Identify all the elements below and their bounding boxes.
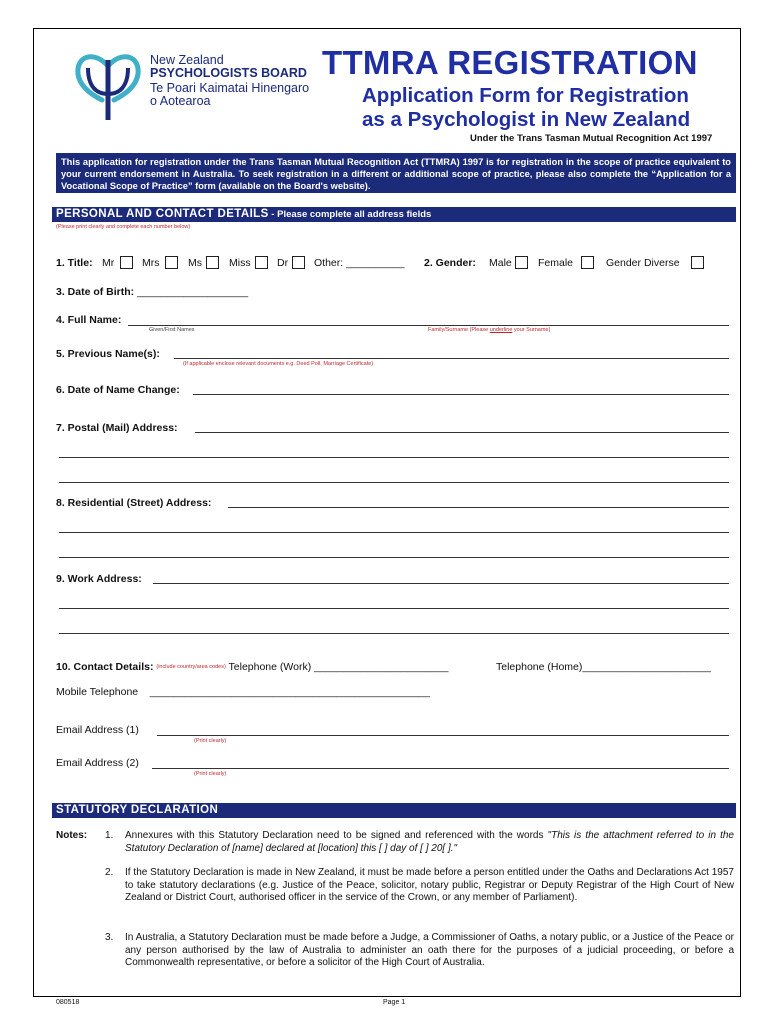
notes-label: Notes: <box>56 830 88 841</box>
form-code: 080518 <box>56 999 80 1006</box>
previous-names-hint: (If applicable enclose relevant documents e.g. Deed Poll, Marriage Certificate) <box>183 361 374 367</box>
note-1-text: Annexures with this Statutory Declaration need to be signed and referenced with the words <box>125 830 548 841</box>
gender-option-diverse-label: Gender Diverse <box>606 257 680 269</box>
name-change-label: 6. Date of Name Change: <box>56 384 180 396</box>
residential-address-line-3[interactable] <box>59 557 729 558</box>
fullname-label: 4. Full Name: <box>56 314 122 326</box>
work-address-line-1[interactable] <box>153 583 729 584</box>
form-title: TTMRA REGISTRATION <box>322 44 698 81</box>
gender-diverse-checkbox[interactable] <box>691 256 704 269</box>
previous-names-label: 5. Previous Name(s): <box>56 348 160 360</box>
telephone-home-field[interactable]: Telephone (Home)______________________ <box>496 661 711 673</box>
contact-details-field <box>56 661 448 673</box>
email1-field <box>56 724 139 736</box>
email2-label: Email Address (2) <box>56 757 139 769</box>
org-line-2: PSYCHOLOGISTS BOARD <box>150 66 307 80</box>
mobile-field <box>56 686 430 698</box>
family-hint-b: your Surname) <box>512 327 551 333</box>
contact-details-label: 10. Contact Details: <box>56 661 154 673</box>
family-name-hint <box>428 327 550 333</box>
org-line-1: New Zealand <box>150 53 224 67</box>
mobile-blank[interactable]: ________________________________________________ <box>149 686 431 698</box>
dob-label: 3. Date of Birth: <box>56 286 135 298</box>
gender-label: 2. Gender: <box>424 257 476 269</box>
form-subtitle <box>362 84 690 132</box>
title-option-ms-label: Ms <box>188 257 202 269</box>
name-change-input-line[interactable] <box>193 394 729 395</box>
title-dr-checkbox[interactable] <box>292 256 305 269</box>
note-3: In Australia, a Statutory Declaration must be made before a Judge, a Commissioner of Oaths, a notary public, or a Justice of the Peace or any person authorised by the law of Australia to administer an oath there for the purposes of a judicial proceeding, or before a Commonwealth representative, or before a solicitor of the High Court of Australia. <box>125 932 734 968</box>
psi-logo-icon <box>74 48 142 124</box>
email1-input-line[interactable] <box>157 735 729 736</box>
section-personal-title: PERSONAL AND CONTACT DETAILS <box>56 208 269 220</box>
mobile-label: Mobile Telephone <box>56 686 139 698</box>
title-mr-checkbox[interactable] <box>120 256 133 269</box>
dob-field <box>56 286 248 298</box>
name-change-field <box>56 384 180 396</box>
previous-names-field <box>56 348 160 360</box>
dob-blank[interactable]: ___________________ <box>137 286 249 298</box>
org-line-4: o Aotearoa <box>150 94 211 108</box>
note-2: If the Statutory Declaration is made in New Zealand, it must be made before a person entitled under the Oaths and Declarations Act 1957 to take statutory declarations (e.g. Justice of the Peace, solicitor, notary public, Registrar or Deputy Registrar of the High Court of New Zealand or District Court, authorised officer in the service of the Crown, or any member of Parliament). <box>125 867 734 903</box>
title-label: 1. Title: <box>56 257 93 269</box>
title-option-miss-label: Miss <box>229 257 251 269</box>
previous-names-input-line[interactable] <box>174 358 729 359</box>
telephone-work-field[interactable]: Telephone (Work) _______________________ <box>228 661 449 673</box>
section-statutory-title: STATUTORY DECLARATION <box>56 804 219 816</box>
email1-print-hint: (Print clearly) <box>194 738 227 744</box>
gender-male-checkbox[interactable] <box>515 256 528 269</box>
gender-option-female-label: Female <box>538 257 574 269</box>
section-personal-heading <box>52 207 736 222</box>
work-address-line-2[interactable] <box>59 608 729 609</box>
contact-hint: (include country/area codes) <box>156 664 226 671</box>
title-option-mrs-label: Mrs <box>142 257 160 269</box>
page-border-left <box>33 28 34 996</box>
work-address-field <box>56 573 142 585</box>
residential-address-line-1[interactable] <box>228 507 729 508</box>
gender-female-checkbox[interactable] <box>581 256 594 269</box>
title-option-dr-label: Dr <box>277 257 289 269</box>
email2-print-hint: (Print clearly) <box>194 771 227 777</box>
email2-input-line[interactable] <box>152 768 729 769</box>
fullname-input-line[interactable] <box>128 325 729 326</box>
family-hint-a: Family/Surname (Please <box>428 327 490 333</box>
title-mrs-checkbox[interactable] <box>165 256 178 269</box>
family-hint-underline: underline <box>489 327 513 333</box>
postal-address-line-1[interactable] <box>195 432 729 433</box>
email2-field <box>56 757 139 769</box>
subtitle-line-2: as a Psychologist in New Zealand <box>362 108 691 131</box>
subtitle-line-1: Application Form for Registration <box>362 84 689 107</box>
work-address-label: 9. Work Address: <box>56 573 142 585</box>
residential-address-line-2[interactable] <box>59 532 729 533</box>
act-reference: Under the Trans Tasman Mutual Recognition Act 1997 <box>470 133 713 144</box>
postal-address-label: 7. Postal (Mail) Address: <box>56 422 178 434</box>
gender-option-male-label: Male <box>489 257 512 269</box>
email1-label: Email Address (1) <box>56 724 139 736</box>
title-miss-checkbox[interactable] <box>255 256 268 269</box>
fullname-field <box>56 314 121 326</box>
org-line-3: Te Poari Kaimatai Hinengaro <box>150 81 310 95</box>
section-personal-note: - Please complete all address fields <box>268 209 432 220</box>
note-3-number: 3. <box>105 932 114 943</box>
residential-address-field <box>56 497 211 509</box>
page-number: Page 1 <box>383 999 406 1006</box>
residential-address-label: 8. Residential (Street) Address: <box>56 497 212 509</box>
title-ms-checkbox[interactable] <box>206 256 219 269</box>
postal-address-line-2[interactable] <box>59 457 729 458</box>
title-other-field[interactable]: Other: __________ <box>314 257 405 269</box>
work-address-line-3[interactable] <box>59 633 729 634</box>
title-option-mr-label: Mr <box>102 257 115 269</box>
note-2-number: 2. <box>105 867 114 878</box>
title-field <box>56 257 93 269</box>
note-1-quote: "This is the attachment referred to in the Statutory Declaration of [name] declared at [location] this [ ] day of [ ] 20[ ]." <box>125 830 734 854</box>
given-names-hint: Given/First Names <box>149 327 195 333</box>
postal-address-line-3[interactable] <box>59 482 729 483</box>
section-statutory-heading <box>52 803 736 818</box>
note-1-number: 1. <box>105 830 114 841</box>
org-name <box>150 54 309 108</box>
page-border-right <box>740 28 741 996</box>
postal-address-field <box>56 422 178 434</box>
footer-divider <box>33 996 741 997</box>
print-clearly-note: (Please print clearly and complete each number below) <box>56 224 191 230</box>
intro-notice: This application for registration under the Trans Tasman Mutual Recognition Act (TTMRA) 1997 is for registration in the scope of practice equivalent to your current endorsement in Australia. To seek registration in a different or additional scope of practice, please also complete the “Application for a Vocational Scope of Practice” form (available on the Board's website). <box>56 153 736 193</box>
page-border-top <box>33 28 741 29</box>
note-1 <box>125 830 734 855</box>
